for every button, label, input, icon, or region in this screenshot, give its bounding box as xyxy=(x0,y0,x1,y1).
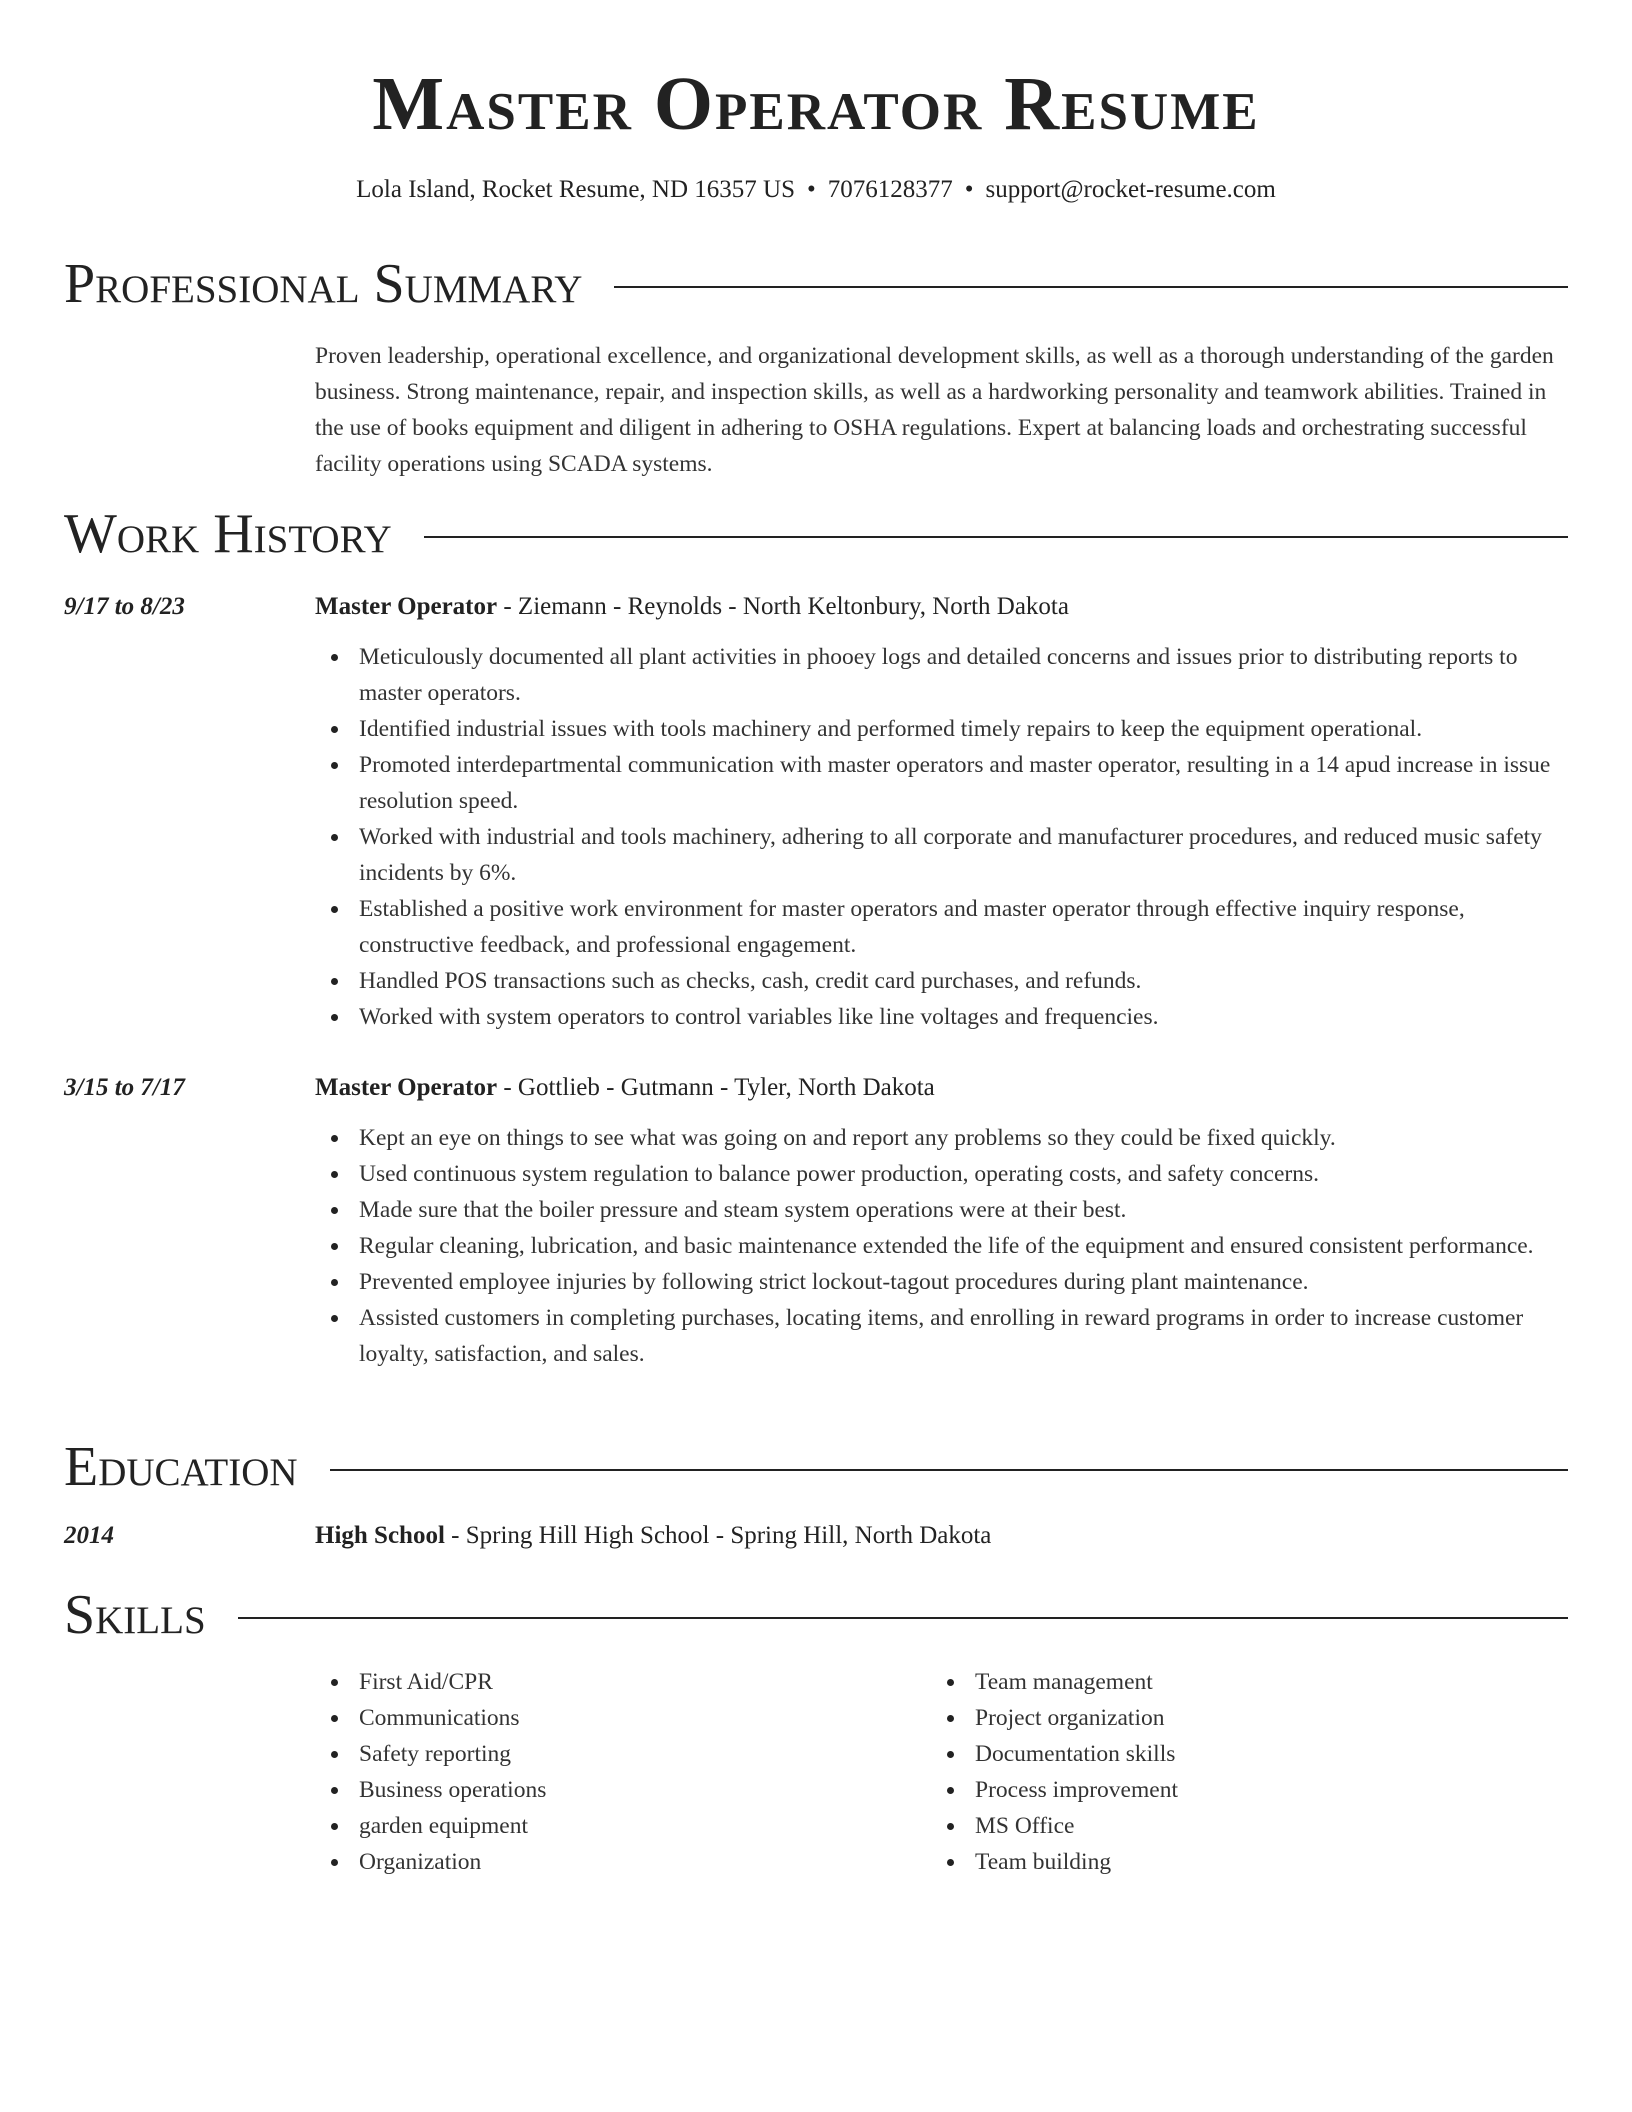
contact-email: support@rocket-resume.com xyxy=(985,176,1276,203)
list-item: Meticulously documented all plant activities in phooey logs and detailed concerns and issues prior to distributing reports to master operators. xyxy=(315,639,1568,711)
job-heading xyxy=(315,589,1568,625)
list-item: Prevented employee injuries by following strict lockout-tagout procedures during plant maintenance. xyxy=(315,1264,1568,1300)
contact-line xyxy=(64,172,1568,208)
list-item: Worked with industrial and tools machinery, adhering to all corporate and manufacturer procedures, and reduced music safety incidents by 6%. xyxy=(315,819,1568,891)
section-divider xyxy=(238,1617,1568,1619)
job-title: Master Operator xyxy=(315,593,498,620)
skill-item: Communications xyxy=(315,1700,875,1736)
job-bullet-list xyxy=(315,1120,1568,1372)
skill-item: garden equipment xyxy=(315,1808,875,1844)
job-heading xyxy=(315,1070,1568,1106)
contact-address: Lola Island, Rocket Resume, ND 16357 US xyxy=(356,176,795,203)
job-bullet-list xyxy=(315,639,1568,1035)
education-details: - Spring Hill High School - Spring Hill, North Dakota xyxy=(444,1522,992,1549)
education-dates: 2014 xyxy=(64,1522,114,1549)
contact-separator: • xyxy=(807,176,816,203)
section-divider xyxy=(330,1469,1568,1471)
skills-list-left xyxy=(315,1664,875,1880)
education-degree: High School xyxy=(315,1522,445,1549)
list-item: Used continuous system regulation to balance power production, operating costs, and safety concerns. xyxy=(315,1156,1568,1192)
section-header-summary xyxy=(64,252,1568,316)
resume-title: Master Operator Resume xyxy=(372,62,1260,146)
job-title: Master Operator xyxy=(315,1074,498,1101)
section-title-education: Education xyxy=(64,1436,298,1498)
job-details: - Gottlieb - Gutmann - Tyler, North Dakota xyxy=(497,1074,935,1101)
job-details: - Ziemann - Reynolds - North Keltonbury, North Dakota xyxy=(497,593,1069,620)
list-item: Made sure that the boiler pressure and steam system operations were at their best. xyxy=(315,1192,1568,1228)
section-divider xyxy=(424,536,1568,538)
skill-item: First Aid/CPR xyxy=(315,1664,875,1700)
skill-item: Business operations xyxy=(315,1772,875,1808)
section-header-skills xyxy=(64,1583,1568,1647)
section-header-education xyxy=(64,1435,1568,1499)
skill-item: Team building xyxy=(931,1844,1491,1880)
list-item: Handled POS transactions such as checks, cash, credit card purchases, and refunds. xyxy=(315,963,1568,999)
skills-list-right xyxy=(931,1664,1491,1880)
job-dates: 9/17 to 8/23 xyxy=(64,593,185,620)
section-title-skills: Skills xyxy=(64,1584,206,1646)
skill-item: Team management xyxy=(931,1664,1491,1700)
section-title-work-history: Work History xyxy=(64,503,392,565)
list-item: Assisted customers in completing purchases, locating items, and enrolling in reward programs in order to increase customer loyalty, satisfaction, and sales. xyxy=(315,1300,1568,1372)
summary-text: Proven leadership, operational excellence, and organizational development skills, as well as a thorough understanding of the garden business. Strong maintenance, repair, and inspection skills, as well as a hardworking personality and teamwork abilities. Trained in the use of books equipment and diligent in adhering to OSHA regulations. Expert at balancing loads and orchestrating successful facility operations using SCADA systems. xyxy=(315,343,1554,477)
list-item: Promoted interdepartmental communication with master operators and master operator, resulting in a 14 apud increase in issue resolution speed. xyxy=(315,747,1568,819)
section-header-work-history xyxy=(64,502,1568,566)
skill-item: Project organization xyxy=(931,1700,1491,1736)
education-heading xyxy=(315,1518,1568,1554)
skill-item: Documentation skills xyxy=(931,1736,1491,1772)
skill-item: Process improvement xyxy=(931,1772,1491,1808)
contact-separator: • xyxy=(964,176,974,203)
job-dates: 3/15 to 7/17 xyxy=(64,1074,185,1101)
skill-item: Organization xyxy=(315,1844,875,1880)
list-item: Identified industrial issues with tools machinery and performed timely repairs to keep the equipment operational. xyxy=(315,711,1568,747)
list-item: Established a positive work environment for master operators and master operator through effective inquiry response, constructive feedback, and professional engagement. xyxy=(315,891,1568,963)
section-divider xyxy=(614,286,1568,288)
skill-item: Safety reporting xyxy=(315,1736,875,1772)
list-item: Worked with system operators to control variables like line voltages and frequencies. xyxy=(315,999,1568,1035)
skill-item: MS Office xyxy=(931,1808,1491,1844)
list-item: Kept an eye on things to see what was going on and report any problems so they could be fixed quickly. xyxy=(315,1120,1568,1156)
contact-phone: 7076128377 xyxy=(827,176,953,203)
list-item: Regular cleaning, lubrication, and basic maintenance extended the life of the equipment and ensured consistent performance. xyxy=(315,1228,1568,1264)
section-title-summary: Professional Summary xyxy=(64,253,583,315)
